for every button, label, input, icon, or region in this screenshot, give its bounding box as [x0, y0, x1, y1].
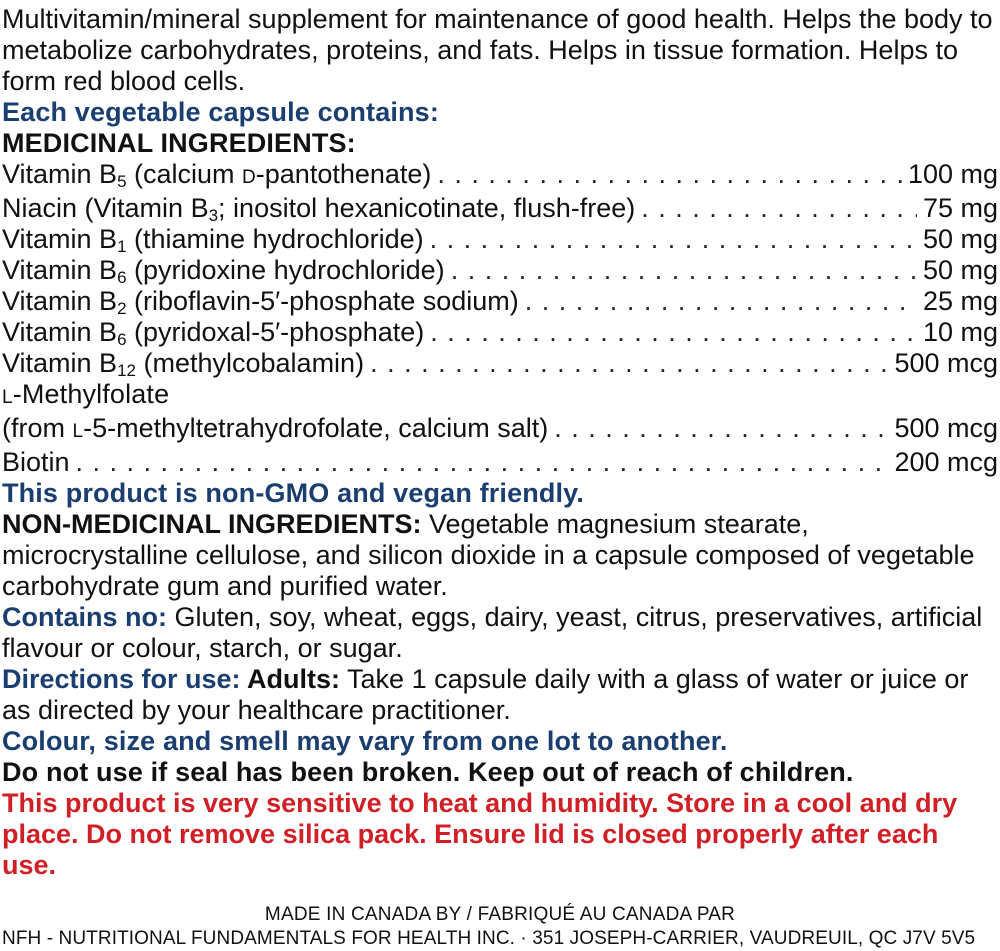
leader-dots	[430, 317, 917, 348]
ingredient-name: Vitamin $B_6$ (pyridoxal-5′-phosphate)	[2, 317, 425, 349]
ingredient-name: Biotin	[2, 447, 70, 477]
ingredient-amount: 25 mg	[922, 286, 998, 316]
leader-dots	[554, 413, 888, 444]
ingredient-name: Vitamin $B_1$ (thiamine hydrochloride)	[2, 224, 424, 256]
capsule-heading: Each vegetable capsule contains:	[2, 97, 439, 127]
ingredient-row	[2, 159, 998, 193]
ingredient-row	[2, 348, 998, 379]
ingredient-name: Vitamin $B_2$ (riboflavin-5′-phosphate sodium)	[2, 286, 519, 318]
medicinal-ingredients-list	[2, 159, 998, 478]
methylfolate-title: L-Methylfolate	[2, 379, 170, 409]
ingredient-name: Vitamin $B_6$ (pyridoxine hydrochloride)	[2, 255, 445, 287]
ingredient-row	[2, 255, 998, 286]
ingredient-row	[2, 193, 998, 224]
leader-dots	[641, 193, 917, 224]
ingredient-amount: 100 mg	[907, 159, 998, 189]
leader-dots	[525, 286, 917, 317]
ingredient-row	[2, 286, 998, 317]
ingredient-name: Vitamin $B_{12}$ (methylcobalamin)	[2, 348, 365, 380]
made-in-canada: MADE IN CANADA BY / FABRIQUÉ AU CANADA PAR	[264, 904, 736, 925]
intro-text: Multivitamin/mineral supplement for maintenance of good health. Helps the body to metabolize carbohydrates, proteins, and fats. Helps in tissue formation. Helps to form red blood cells.	[2, 4, 993, 96]
directions-for-use: Directions for use: Adults: Take 1 capsule daily with a glass of water or juice or as directed by your healthcare practitioner.	[2, 664, 969, 725]
leader-dots	[370, 348, 888, 379]
ingredient-row	[2, 317, 998, 348]
ingredient-amount: 10 mg	[922, 317, 998, 347]
leader-dots	[437, 159, 902, 190]
ingredient-amount: 500 mcg	[894, 413, 998, 443]
leader-dots	[451, 255, 917, 286]
ingredient-amount: 200 mcg	[894, 447, 998, 477]
ingredient-name: Niacin (Vitamin $B_3$; inositol hexanicotinate, flush-free)	[2, 193, 636, 225]
leader-dots	[76, 447, 889, 478]
contains-no: Contains no: Gluten, soy, wheat, eggs, dairy, yeast, citrus, preservatives, artificial flavour or colour, starch, or sugar.	[2, 602, 983, 663]
ingredient-amount: 75 mg	[922, 193, 998, 223]
ingredient-amount: 50 mg	[922, 224, 998, 254]
ingredient-row	[2, 413, 998, 447]
ingredient-row	[2, 224, 998, 255]
ingredient-name: (from L-5-methyltetrahydrofolate, calcium salt)	[2, 413, 549, 443]
non-gmo-statement: This product is non-GMO and vegan friendly.	[2, 478, 584, 508]
ingredient-amount: 500 mcg	[894, 348, 998, 378]
seal-warning: Do not use if seal has been broken. Keep out of reach of children.	[2, 757, 854, 787]
storage-warning: This product is very sensitive to heat and humidity. Store in a cool and dry place. Do not remove silica pack. Ensure lid is closed properly after each use.	[2, 788, 958, 880]
non-medicinal-ingredients: NON-MEDICINAL INGREDIENTS: Vegetable magnesium stearate, microcrystalline cellulose, and silicon dioxide in a capsule composed of vegetable carbohydrate gum and purified water.	[2, 509, 975, 601]
ingredient-name: Vitamin $B_5$ (calcium D-pantothenate)	[2, 159, 432, 191]
ingredient-row	[2, 447, 998, 478]
manufacturer-address: NFH - NUTRITIONAL FUNDAMENTALS FOR HEALTH INC. · 351 JOSEPH-CARRIER, VAUDREUIL, QC J7V 5V5	[2, 928, 976, 949]
medicinal-heading: MEDICINAL INGREDIENTS:	[2, 128, 356, 158]
leader-dots	[430, 224, 917, 255]
ingredient-amount: 50 mg	[922, 255, 998, 285]
colour-note: Colour, size and smell may vary from one lot to another.	[2, 726, 728, 756]
